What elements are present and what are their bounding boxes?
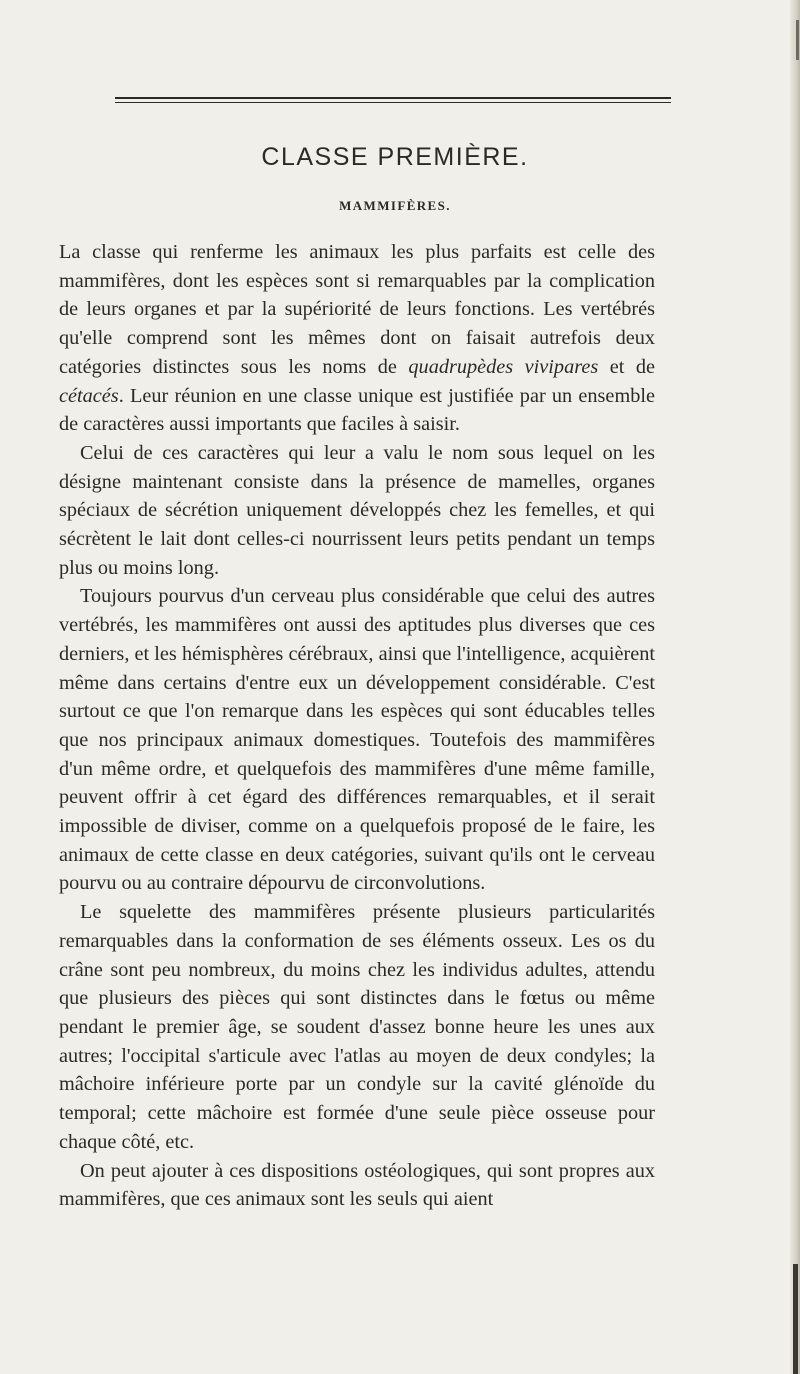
header-rule	[115, 97, 671, 103]
paragraph-1-seg-3: et de	[598, 355, 655, 378]
paragraph-1-seg-2: quadrupèdes vivipares	[408, 355, 599, 378]
paragraph	[59, 1157, 655, 1214]
page-subtitle: MAMMIFÈRES.	[339, 198, 451, 213]
body-text	[59, 238, 655, 1214]
paragraph	[59, 439, 655, 583]
paragraph	[59, 582, 655, 898]
edge-mark-top	[796, 20, 799, 60]
paragraph-5-text: On peut ajouter à ces dispositions ostéologiques, qui sont propres aux mammifères, que ces animaux sont les seuls qui aient	[59, 1159, 655, 1211]
edge-mark-bottom	[793, 1264, 798, 1374]
page-title: CLASSE PREMIÈRE.	[261, 143, 529, 171]
paragraph-1-seg-4: cétacés	[59, 384, 119, 407]
paragraph	[59, 238, 655, 439]
paragraph-1-seg-5: . Leur réunion en une classe unique est justifiée par un ensemble de caractères aussi importants que faciles à saisir.	[59, 384, 655, 436]
page-edge	[790, 0, 800, 1374]
paragraph-2-text: Celui de ces caractères qui leur a valu le nom sous lequel on les désigne maintenant consiste dans la présence de mamelles, organes spéciaux de sécrétion uniquement développés chez les femelles, et qui sécrètent le lait dont celles-ci nourrissent leurs petits pendant un temps plus ou moins long.	[59, 441, 655, 579]
paragraph-4-text: Le squelette des mammifères présente plusieurs particularités remarquables dans la conformation de ses éléments osseux. Les os du crâne sont peu nombreux, du moins chez les individus adultes, attendu que plusieurs des pièces qui sont distinctes dans le fœtus ou même pendant le premier âge, se soudent d'assez bonne heure les unes aux autres; l'occipital s'articule avec l'atlas au moyen de deux condyles; la mâchoire inférieure porte par un condyle sur la cavité glénoïde du temporal; cette mâchoire est formée d'une seule pièce osseuse pour chaque côté, etc.	[59, 901, 655, 1153]
paragraph-3-text: Toujours pourvus d'un cerveau plus considérable que celui des autres vertébrés, les mammifères ont aussi des aptitudes plus diverses que ces derniers, et les hémisphères cérébraux, ainsi que l'intelligence, acquièrent même dans certains d'entre eux un développement considérable. C'est surtout ce que l'on remarque dans les espèces qui sont éducables telles que nos principaux animaux domestiques. Toutefois des mammifères d'un même ordre, et quelquefois des mammifères d'une même famille, peuvent offrir à cet égard des différences remarquables, et il serait impossible de diviser, comme on a quelquefois proposé de le faire, les animaux de cette classe en deux catégories, suivant qu'ils ont le cerveau pourvu ou au contraire dépourvu de circonvolutions.	[59, 585, 655, 895]
paragraph	[59, 898, 655, 1156]
paragraph-1-seg-1: La classe qui renferme les animaux les plus parfaits est celle des mammifères, dont les espèces sont si remarquables par la complication de leurs organes et par la supériorité de leurs fonctions. Les vertébrés qu'elle comprend sont les mêmes dont on faisait autrefois deux catégories distinctes sous les noms de	[59, 241, 655, 378]
